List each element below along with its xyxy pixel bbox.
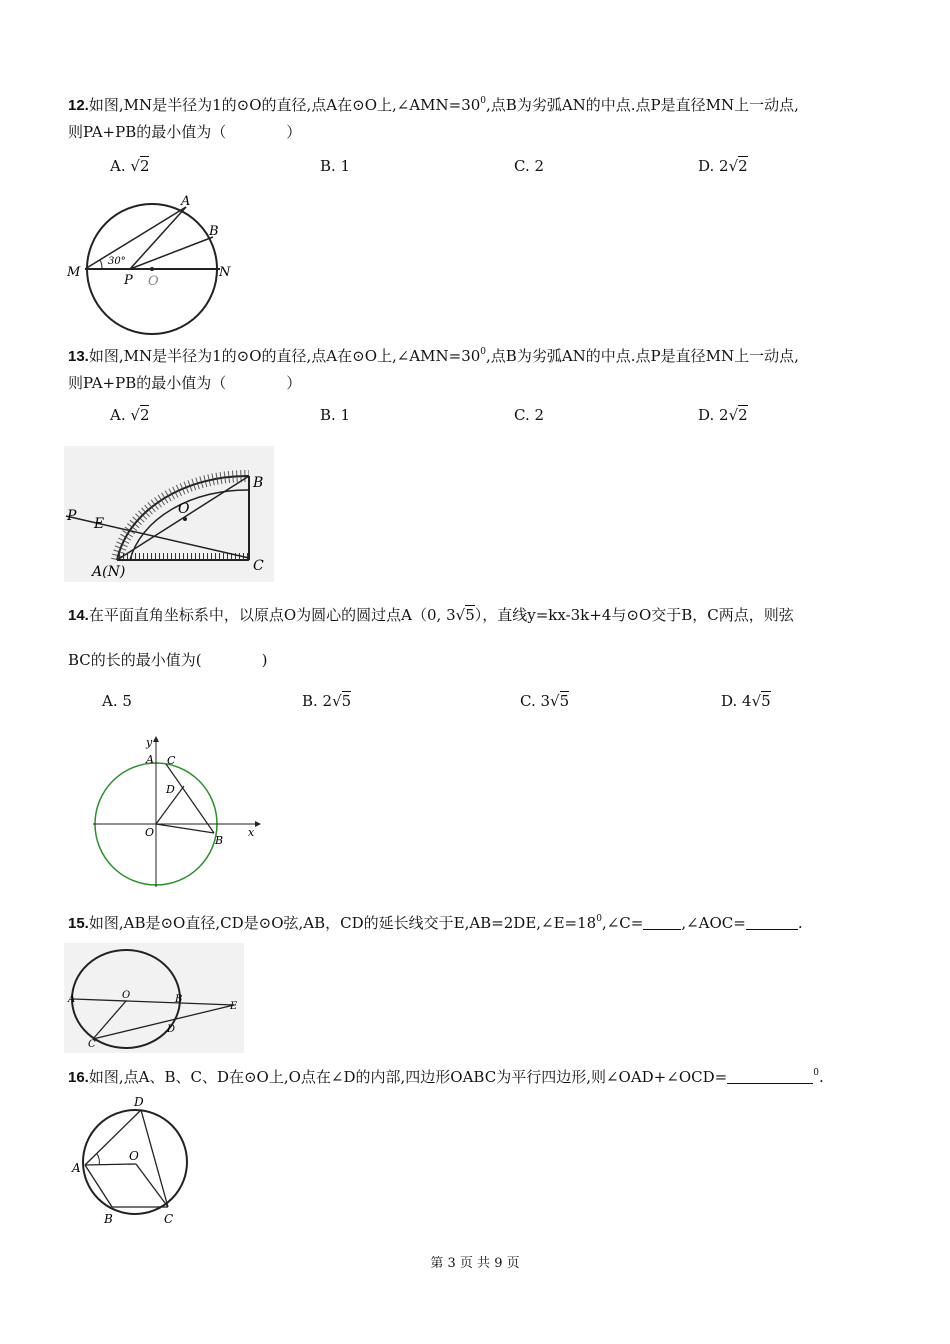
label-p: P <box>67 508 77 524</box>
page-footer: 第 3 页 共 9 页 <box>430 1256 520 1271</box>
figure-13 <box>64 446 274 582</box>
segment-dc <box>141 1110 168 1207</box>
label-o: O <box>178 501 190 517</box>
question-12-options <box>110 157 810 179</box>
option-a: A. 5 <box>102 692 132 710</box>
question-15-line-1: 15.如图,AB是⊙O直径,CD是⊙O弦,AB，CD的延长线交于$E,AB=2DE,\angle E=18^0,\angle C=$ ,∠AOC= . <box>68 914 803 932</box>
answer-blank-aoc[interactable] <box>746 915 798 930</box>
angle-arc <box>97 1154 99 1165</box>
label-b: B <box>175 994 183 1005</box>
option-a: A. √2 <box>110 157 150 175</box>
question-12 <box>68 88 799 145</box>
option-b: B. 1 <box>320 157 351 175</box>
question-14-line-1: 14.在平面直角坐标系中，以原点O为圆心的圆过点A（0, 3√5），直线y=kx-3k+4与⊙O交于B，C两点，则弦 <box>68 606 794 624</box>
figure-16 <box>70 1092 195 1227</box>
label-b: B <box>209 224 219 239</box>
label-a: A <box>146 753 154 766</box>
option-c: C. 2 <box>514 157 545 175</box>
label-o: O <box>129 1149 139 1163</box>
label-c: C <box>253 558 264 574</box>
segment-ob <box>156 824 214 833</box>
label-e: E <box>94 516 105 532</box>
label-b: B <box>104 1212 113 1226</box>
figure-14 <box>90 732 265 892</box>
label-o: O <box>122 990 131 1001</box>
question-16 <box>68 1060 824 1091</box>
option-c: C. 2 <box>514 406 545 424</box>
option-d: D. 2√2 <box>698 157 748 175</box>
label-an: A(N) <box>92 564 126 580</box>
figure-12 <box>64 190 244 335</box>
label-d: D <box>166 783 175 796</box>
label-b: B <box>215 834 224 847</box>
label-d: D <box>167 1024 176 1035</box>
option-d: D. 2√2 <box>698 406 748 424</box>
center-point <box>183 517 187 521</box>
question-15 <box>68 906 803 937</box>
label-c: C <box>164 1212 174 1226</box>
label-a: A <box>68 994 76 1005</box>
label-a: A <box>72 1161 81 1175</box>
label-p: P <box>124 273 133 288</box>
segment-pa <box>130 207 186 269</box>
question-14-options <box>102 692 802 714</box>
chord-ma <box>85 207 186 269</box>
segment-pb <box>130 237 213 269</box>
question-13 <box>68 339 799 396</box>
option-a: A. √2 <box>110 406 150 424</box>
label-angle: 30° <box>108 256 126 267</box>
question-13-line-2: 则PA+PB的最小值为（ ） <box>68 374 302 392</box>
y-arrow <box>153 736 159 742</box>
question-14 <box>68 602 794 673</box>
label-c: C <box>167 754 176 767</box>
x-arrow <box>255 821 261 827</box>
question-12-line-2: 则PA+PB的最小值为（ ） <box>68 123 302 141</box>
option-d: D. 4√5 <box>721 692 771 710</box>
label-b: B <box>253 475 264 491</box>
question-12-line-1: 12.如图,MN是半径为1的⊙O的直径,点A在⊙O上$,\angle AMN=30^0$,点B为劣弧AN的中点.点P是直径MN上一动点, <box>68 96 799 114</box>
question-14-line-2: BC的长的最小值为( ) <box>68 651 268 669</box>
label-d: D <box>134 1095 144 1109</box>
label-c: C <box>88 1039 96 1050</box>
option-c: C. 3√5 <box>520 692 570 710</box>
question-13-line-1: 13.如图,MN是半径为1的⊙O的直径,点A在⊙O上$,\angle AMN=30^0$,点B为劣弧AN的中点.点P是直径MN上一动点, <box>68 347 799 365</box>
question-13-options <box>110 406 810 428</box>
angle-arc <box>100 260 102 269</box>
label-n: N <box>219 265 231 280</box>
label-e: E <box>230 1001 238 1012</box>
center-point <box>150 267 154 271</box>
answer-blank-c[interactable] <box>643 915 681 930</box>
segment-oc <box>136 1164 168 1207</box>
question-16-line-1: 16.如图,点A、B、C、D在⊙O上,O点在∠D的内部,四边形OABC为平行四边形,则∠OAD+∠OCD= $^0$. <box>68 1068 824 1086</box>
option-b: B. 2√5 <box>302 692 352 710</box>
option-b: B. 1 <box>320 406 351 424</box>
label-a: A <box>181 194 191 209</box>
figure-15 <box>64 943 244 1053</box>
label-y: y <box>146 736 153 749</box>
segment-ao <box>85 1164 136 1165</box>
label-o: O <box>148 274 159 289</box>
label-x: x <box>248 826 255 839</box>
answer-blank[interactable] <box>727 1069 813 1084</box>
label-m: M <box>67 265 81 280</box>
label-o: O <box>145 826 155 839</box>
chord-bc <box>166 764 214 833</box>
